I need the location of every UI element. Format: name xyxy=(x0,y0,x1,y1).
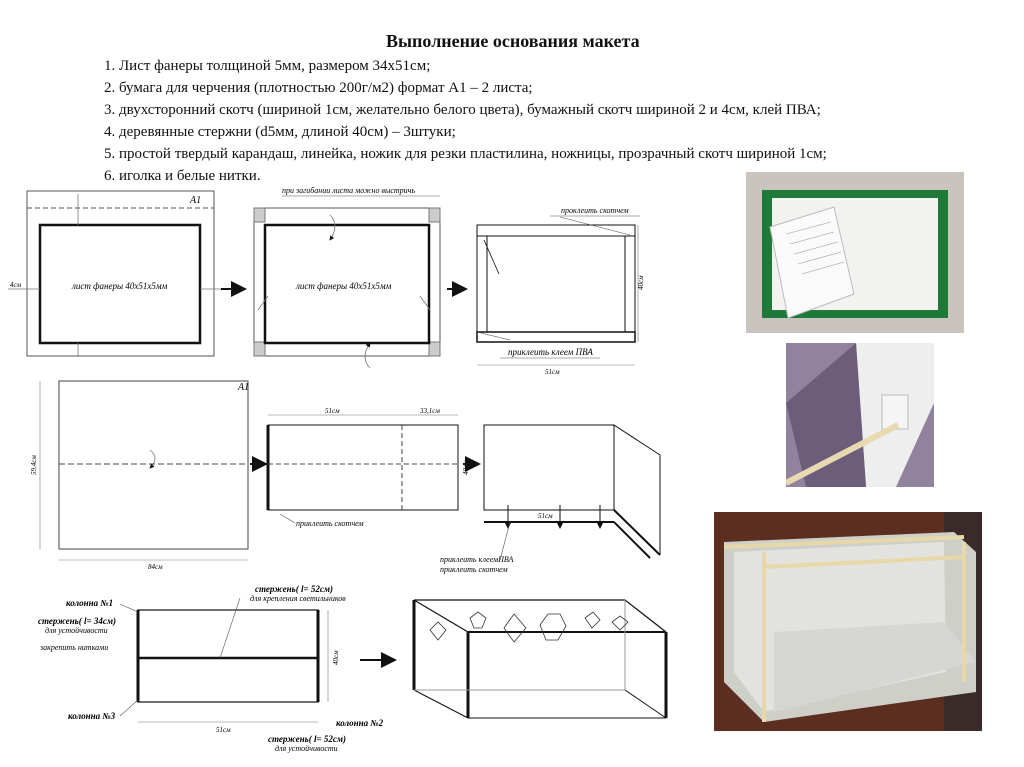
a1-label: А1 xyxy=(190,195,202,206)
fold-note: при загибании листа можно выстричь xyxy=(282,186,416,195)
step8-box xyxy=(414,600,666,718)
tie-note: закрепить нитками xyxy=(40,643,109,652)
dim-4cm: 4см xyxy=(10,281,22,289)
dim-40cm: 40см xyxy=(637,275,645,290)
dim-51cm-d: 51см xyxy=(216,726,231,734)
step5-sheet xyxy=(268,407,470,528)
step2-sheet xyxy=(254,186,440,368)
base-photo xyxy=(746,172,964,333)
step1-sheet xyxy=(8,191,232,356)
glue-note-2: приклеить клеемПВА xyxy=(440,555,514,564)
a1-label-2: А1 xyxy=(238,382,250,393)
material-item: 2. бумага для черчения (плотностью 200г/м2) формат А1 – 2 листа; xyxy=(104,80,533,96)
dim-51cm: 51см xyxy=(545,368,560,376)
column2-label: колонна №2 xyxy=(336,718,384,728)
glue-note: приклеить клеем ПВА xyxy=(508,347,593,357)
step6-box xyxy=(440,425,660,574)
rod-side-sub: для устойчивости xyxy=(45,626,108,635)
dim-59cm: 59,4см xyxy=(30,455,38,475)
rod-bottom-sub: для устойчивости xyxy=(275,744,338,753)
step7-frame xyxy=(38,584,384,753)
material-item: 1. Лист фанеры толщиной 5мм, размером 34х51см; xyxy=(104,58,431,74)
dim-51cm-c: 51см xyxy=(538,512,553,520)
plywood-label-2: лист фанеры 40х51х5мм xyxy=(296,281,392,291)
material-item: 5. простой твердый карандаш, линейка, ножик для резки пластилина, ножницы, прозрачный скотч шириной 1см; xyxy=(104,146,827,162)
tape-note-3: приклеить скотчем xyxy=(440,565,508,574)
rod-top-note: стержень( l= 52см) xyxy=(255,584,333,594)
corner-photo xyxy=(786,343,934,487)
material-item: 3. двухсторонний скотч (шириной 1см, желательно белого цвета), бумажный скотч шириной 2 и 4см, клей ПВА; xyxy=(104,102,821,118)
column1-label: колонна №1 xyxy=(66,598,114,608)
rod-side-note: стержень( l= 34см) xyxy=(38,616,116,626)
page-title: Выполнение основания макета xyxy=(386,31,640,51)
rod-bottom-note: стержень( l= 52см) xyxy=(268,734,346,744)
step3-sheet xyxy=(477,206,645,376)
dim-51cm-b: 51см xyxy=(325,407,340,415)
plywood-label: лист фанеры 40х51х5мм xyxy=(72,281,168,291)
dim-33cm: 33,1см xyxy=(420,407,440,415)
rod-top-sub: для крепления светильников xyxy=(250,594,346,603)
column3-label: колонна №3 xyxy=(68,711,116,721)
dim-40cm-b: 40см xyxy=(462,460,470,475)
material-item: 4. деревянные стержни (d5мм, длиной 40см) – 3штуки; xyxy=(104,124,456,140)
dim-40cm-c: 40см xyxy=(332,650,340,665)
step4-sheet xyxy=(30,381,249,571)
tape-note-2: приклеить скотчем xyxy=(296,519,364,528)
dim-84cm: 84см xyxy=(148,563,163,571)
material-item: 6. иголка и белые нитки. xyxy=(104,168,261,184)
assembled-photo xyxy=(714,512,982,731)
tape-note: проклеить скотчем xyxy=(561,206,629,215)
